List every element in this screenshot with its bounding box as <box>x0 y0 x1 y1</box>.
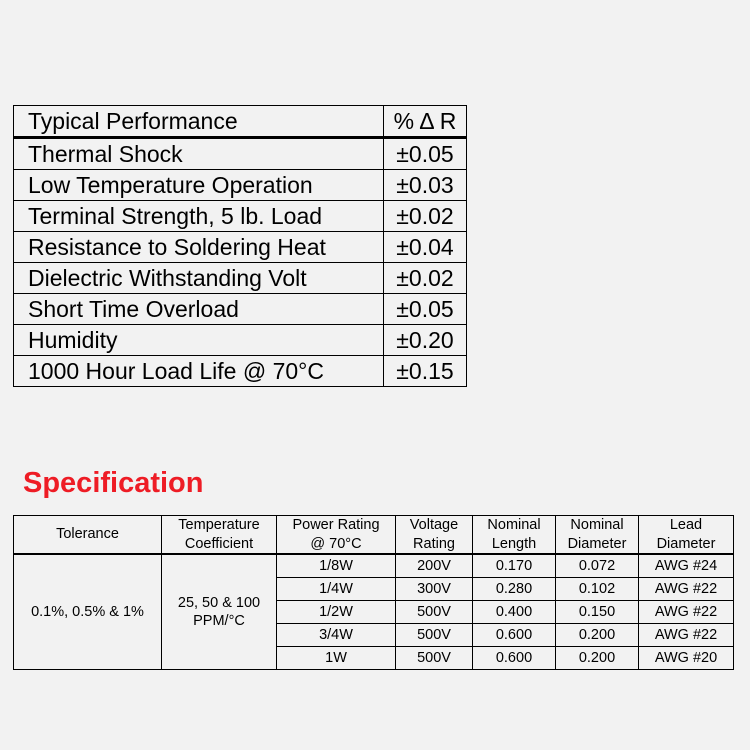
diameter-cell: 0.200 <box>556 647 639 670</box>
specification-table <box>13 515 734 670</box>
row-value: ±0.15 <box>384 356 467 387</box>
row-label: 1000 Hour Load Life @ 70°C <box>14 356 384 387</box>
header-tolerance: Tolerance <box>14 516 162 555</box>
power-cell: 1W <box>277 647 396 670</box>
voltage-cell: 200V <box>396 554 473 578</box>
row-label: Short Time Overload <box>14 294 384 325</box>
power-cell: 1/8W <box>277 554 396 578</box>
table-header-row <box>14 516 734 555</box>
header-power-rating: Power Rating @ 70°C <box>277 516 396 555</box>
length-cell: 0.170 <box>473 554 556 578</box>
length-cell: 0.600 <box>473 647 556 670</box>
lead-cell: AWG #22 <box>639 624 734 647</box>
table-row <box>14 356 467 387</box>
length-cell: 0.400 <box>473 601 556 624</box>
row-value: ±0.02 <box>384 201 467 232</box>
voltage-cell: 500V <box>396 624 473 647</box>
power-cell: 3/4W <box>277 624 396 647</box>
tolerance-cell: 0.1%, 0.5% & 1% <box>14 554 162 670</box>
specification-title: Specification <box>23 467 204 499</box>
lead-cell: AWG #22 <box>639 578 734 601</box>
power-cell: 1/4W <box>277 578 396 601</box>
header-label: Typical Performance <box>14 106 384 138</box>
table-row <box>14 294 467 325</box>
lead-cell: AWG #24 <box>639 554 734 578</box>
table-row <box>14 201 467 232</box>
header-nominal-length: Nominal Length <box>473 516 556 555</box>
row-value: ±0.02 <box>384 263 467 294</box>
lead-cell: AWG #20 <box>639 647 734 670</box>
table-row <box>14 232 467 263</box>
row-value: ±0.05 <box>384 138 467 170</box>
header-value: % Δ R <box>384 106 467 138</box>
diameter-cell: 0.072 <box>556 554 639 578</box>
table-row <box>14 138 467 170</box>
table-header-row <box>14 106 467 138</box>
row-value: ±0.05 <box>384 294 467 325</box>
table-row <box>14 325 467 356</box>
diameter-cell: 0.150 <box>556 601 639 624</box>
typical-performance-table <box>13 105 467 387</box>
row-value: ±0.03 <box>384 170 467 201</box>
row-label: Low Temperature Operation <box>14 170 384 201</box>
table-row <box>14 263 467 294</box>
voltage-cell: 500V <box>396 647 473 670</box>
diameter-cell: 0.102 <box>556 578 639 601</box>
row-label: Thermal Shock <box>14 138 384 170</box>
lead-cell: AWG #22 <box>639 601 734 624</box>
table-row <box>14 554 734 578</box>
header-temp-coefficient: Temperature Coefficient <box>162 516 277 555</box>
row-label: Dielectric Withstanding Volt <box>14 263 384 294</box>
row-label: Terminal Strength, 5 lb. Load <box>14 201 384 232</box>
power-cell: 1/2W <box>277 601 396 624</box>
row-value: ±0.04 <box>384 232 467 263</box>
temp-coefficient-cell: 25, 50 & 100 PPM/°C <box>162 554 277 670</box>
voltage-cell: 300V <box>396 578 473 601</box>
table-row <box>14 170 467 201</box>
header-lead-diameter: Lead Diameter <box>639 516 734 555</box>
header-nominal-diameter: Nominal Diameter <box>556 516 639 555</box>
row-value: ±0.20 <box>384 325 467 356</box>
voltage-cell: 500V <box>396 601 473 624</box>
header-voltage-rating: Voltage Rating <box>396 516 473 555</box>
row-label: Resistance to Soldering Heat <box>14 232 384 263</box>
row-label: Humidity <box>14 325 384 356</box>
length-cell: 0.280 <box>473 578 556 601</box>
diameter-cell: 0.200 <box>556 624 639 647</box>
length-cell: 0.600 <box>473 624 556 647</box>
